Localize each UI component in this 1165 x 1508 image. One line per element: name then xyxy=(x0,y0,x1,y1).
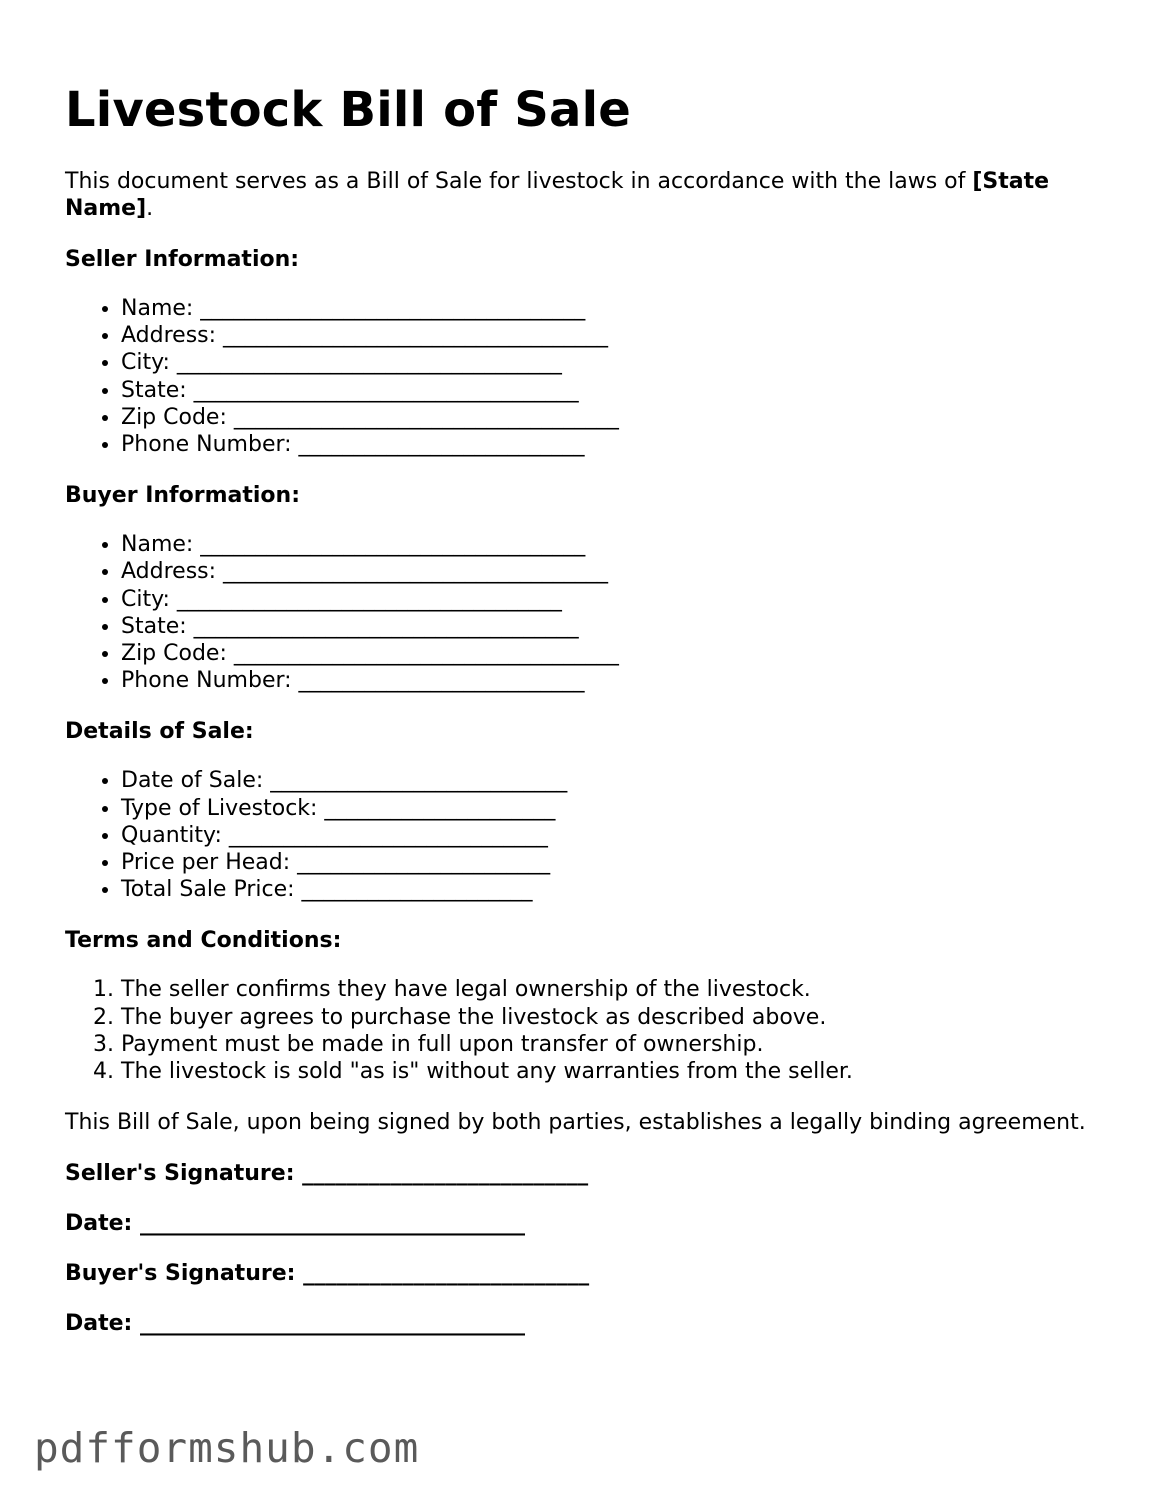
total-price-field[interactable]: • Total Sale Price: _____________________ xyxy=(121,876,1105,903)
livestock-type-field[interactable]: • Type of Livestock: _____________________ xyxy=(121,795,1105,822)
seller-heading: Seller Information: xyxy=(65,247,300,272)
document-page xyxy=(65,80,1105,1337)
quantity-field[interactable]: • Quantity: _____________________________ xyxy=(121,822,1105,849)
sale-fields xyxy=(65,767,1105,903)
buyer-zip-field[interactable]: • Zip Code: ___________________________________ xyxy=(121,640,1105,667)
state-name-placeholder: [State Name] xyxy=(65,169,1050,221)
intro-end: . xyxy=(146,196,154,221)
term-item: 4. The livestock is sold "as is" without any warranties from the seller. xyxy=(121,1058,1105,1085)
buyer-phone-field[interactable]: • Phone Number: __________________________ xyxy=(121,667,1105,694)
intro-paragraph xyxy=(65,168,1105,222)
buyer-heading: Buyer Information: xyxy=(65,483,300,509)
price-per-head-field[interactable]: • Price per Head: _______________________ xyxy=(121,849,1105,876)
terms-heading: Terms and Conditions: xyxy=(65,928,342,954)
seller-state-field[interactable]: • State: ___________________________________ xyxy=(121,377,1105,404)
term-item: 2. The buyer agrees to purchase the livestock as described above. xyxy=(121,1004,1105,1031)
seller-name-field[interactable]: • Name: ___________________________________ xyxy=(121,295,1105,322)
sale-heading: Details of Sale: xyxy=(65,719,254,745)
buyer-date-line[interactable]: Date: ___________________________________ xyxy=(65,1311,526,1337)
term-item: 1. The seller confirms they have legal ownership of the livestock. xyxy=(121,976,1105,1003)
intro-text: This document serves as a Bill of Sale for livestock in accordance with the laws of xyxy=(65,169,973,194)
terms-list xyxy=(65,976,1105,1085)
buyer-name-field[interactable]: • Name: ___________________________________ xyxy=(121,531,1105,558)
page-title: Livestock Bill of Sale xyxy=(65,82,632,138)
seller-signature-line[interactable]: Seller's Signature: __________________________ xyxy=(65,1161,589,1187)
buyer-city-field[interactable]: • City: ___________________________________ xyxy=(121,586,1105,613)
term-item: 3. Payment must be made in full upon transfer of ownership. xyxy=(121,1031,1105,1058)
seller-city-field[interactable]: • City: ___________________________________ xyxy=(121,349,1105,376)
buyer-state-field[interactable]: • State: ___________________________________ xyxy=(121,613,1105,640)
seller-address-field[interactable]: • Address: ___________________________________ xyxy=(121,322,1105,349)
buyer-fields xyxy=(65,531,1105,694)
seller-date-line[interactable]: Date: ___________________________________ xyxy=(65,1211,526,1237)
watermark: pdfformshub.com xyxy=(34,1424,420,1472)
seller-phone-field[interactable]: • Phone Number: __________________________ xyxy=(121,431,1105,458)
buyer-signature-line[interactable]: Buyer's Signature: __________________________ xyxy=(65,1261,590,1287)
seller-fields xyxy=(65,295,1105,458)
seller-zip-field[interactable]: • Zip Code: ___________________________________ xyxy=(121,404,1105,431)
buyer-address-field[interactable]: • Address: ___________________________________ xyxy=(121,558,1105,585)
date-of-sale-field[interactable]: • Date of Sale: ___________________________ xyxy=(121,767,1105,794)
closing-paragraph: This Bill of Sale, upon being signed by both parties, establishes a legally binding agreement. xyxy=(65,1110,1086,1136)
